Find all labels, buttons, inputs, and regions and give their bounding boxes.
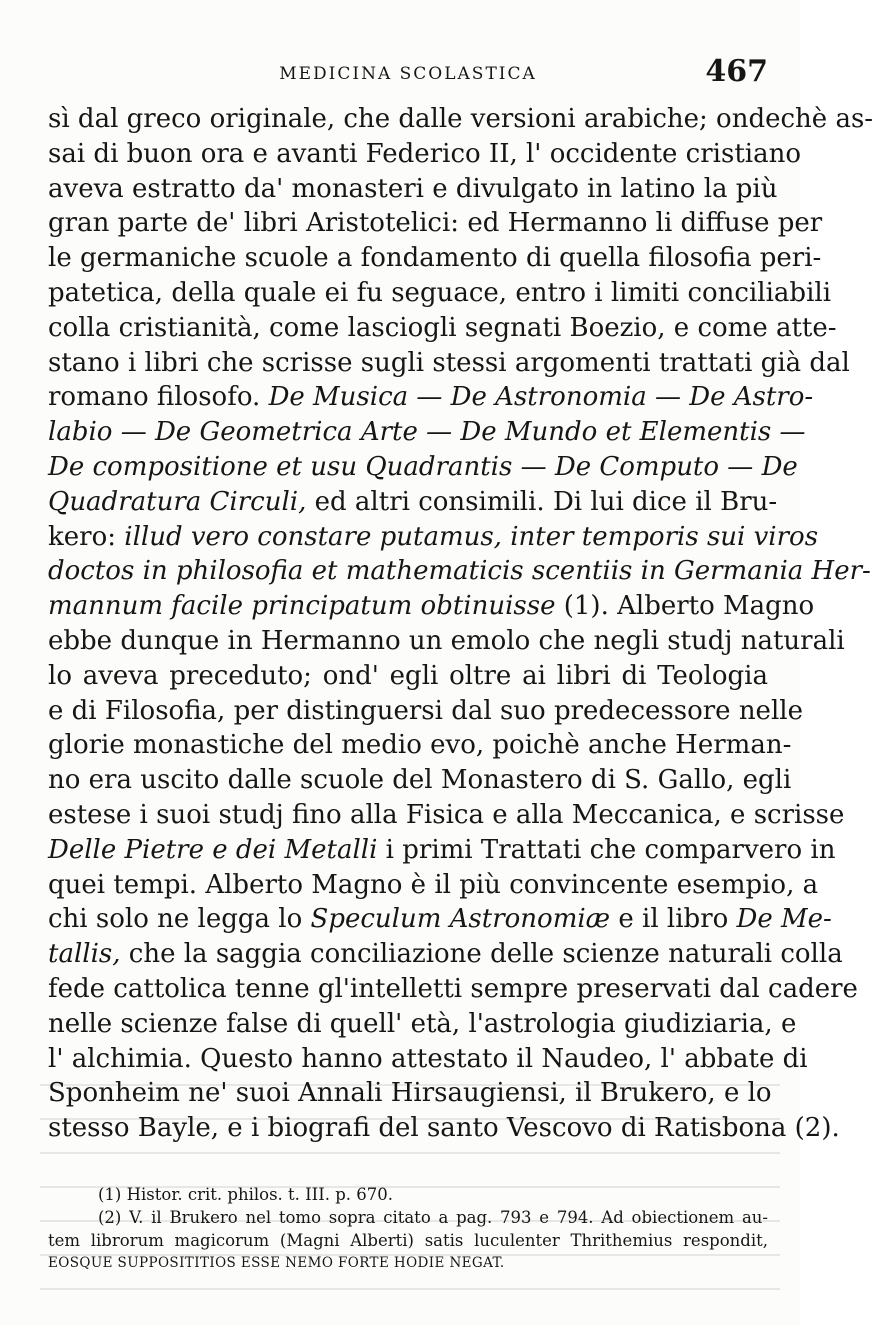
italic-quote: doctos in philosofia et mathematicis scentiis in Germania Her- [48,556,871,587]
text-span: quei tempi. Alberto Magno è il più convincente esempio, a [48,869,819,900]
text-span: no era uscito dalle scuole del Monastero di S. Gallo, egli [48,765,792,796]
italic-title: De compositione et usu Quadrantis — De Computo — De [48,451,798,482]
text-line [48,589,815,624]
text-line [48,902,832,937]
text-line [48,206,823,241]
text-span: chi solo ne legga lo [48,904,311,935]
italic-title: Quadratura Circuli, [48,486,307,517]
italic-title: Speculum Astronomiæ [310,904,611,935]
footnote-2: (2) V. il Brukero nel tomo sopra citato a pag. 793 e 794. Ad obiectionem au- [98,1208,768,1227]
text-span: glorie monastiche del medio evo, poichè anche Herman- [48,730,792,761]
text-span: e di Filosofia, per distinguersi dal suo predecessore nelle [48,695,803,726]
page-number: 467 [705,54,768,89]
text-line [48,1042,808,1077]
footnotes [48,1183,768,1275]
text-span: e il libro [610,904,737,935]
text-span: stano i libri che scrisse sugli stessi argomenti trattati già dal [48,347,850,378]
text-span: nelle scienze false di quell' età, l'astrologia giudiziaria, e [48,1008,797,1039]
italic-title: De Me- [736,904,832,935]
page-header [48,54,768,98]
italic-title: De Musica — De Astronomia — De Astro- [268,382,814,413]
footnote-2-smallcaps: EOSQUE SUPPOSITITIOS ESSE NEMO FORTE HODIE NEGAT. [48,1255,505,1271]
text-span: ebbe dunque in Hermanno un emolo che negli studj naturali [48,625,845,656]
italic-title: tallis, [48,939,121,970]
text-line [48,485,778,520]
text-span: lo aveva preceduto; ond' egli oltre ai libri di Teologia [48,660,768,691]
text-span: i primi Trattati che comparvero in [377,834,836,865]
italic-quote: illud vero constare putamus, inter temporis sui viros [124,521,819,552]
italic-title: labio — De Geometrica Arte — De Mundo et Elementis — [48,417,806,448]
text-line [48,311,837,346]
text-line [48,798,845,833]
text-span: l' alchimia. Questo hanno attestato il Naudeo, l' abbate di [48,1043,808,1074]
text-line [48,276,832,311]
text-line [48,554,871,589]
text-span: stesso Bayle, e i biografi del santo Vescovo di Ratisbona (2). [48,1113,840,1144]
text-span: Sponheim ne' suoi Annali Hirsaugiensi, il Brukero, e lo [48,1078,772,1109]
text-span: aveva estratto da' monasteri e divulgato in latino la più [48,173,778,204]
text-line [48,868,819,903]
text-line [48,450,798,485]
text-span: sai di buon ora e avanti Federico II, l' occidente cristiano [48,138,801,169]
text-span: ed altri consimili. Di lui dice il Bru- [306,486,778,517]
text-line [48,763,792,798]
text-line [48,659,768,694]
text-span: fede cattolica tenne gl'intelletti sempre preservati dal cadere [48,973,858,1004]
text-line [48,102,873,137]
text-line [48,415,806,450]
text-span: (1). Alberto Magno [555,591,815,622]
text-line [48,1007,797,1042]
text-line [48,728,792,763]
text-line [48,241,822,276]
text-line [48,380,814,415]
text-span: gran parte de' libri Aristotelici: ed Hermanno li diffuse per [48,208,823,239]
text-line [48,137,801,172]
text-line [48,172,778,207]
italic-title: Delle Pietre e dei Metalli [48,834,378,865]
text-span: patetica, della quale ei fu seguace, entro i limiti conciliabili [48,277,832,308]
text-span: colla cristianità, come lasciogli segnati Boezio, e come atte- [48,312,837,343]
text-line [48,833,836,868]
footnote-1: (1) Histor. crit. philos. t. III. p. 670. [98,1185,393,1204]
footnote-2-cont: tem librorum magicorum (Magni Alberti) satis luculenter Thrithemius respondit, [48,1231,768,1250]
text-line [48,1076,772,1111]
text-line [48,937,843,972]
text-span: romano filosofo. [48,382,269,413]
text-line [48,694,803,729]
body-text [48,102,873,1146]
text-span: kero: [48,521,125,552]
text-span: le germaniche scuole a fondamento di quella filosofia peri- [48,243,822,274]
text-line [48,972,858,1007]
italic-quote: mannum facile principatum obtinuisse [48,591,556,622]
text-line [48,520,819,555]
text-span: sì dal greco originale, che dalle versioni arabiche; ondechè as- [48,104,873,134]
text-line [48,624,845,659]
text-line [48,1111,840,1146]
text-span: che la saggia conciliazione delle scienze naturali colla [120,939,843,970]
text-span: estese i suoi studj fino alla Fisica e alla Meccanica, e scrisse [48,799,845,830]
running-head: MEDICINA SCOLASTICA [279,64,537,84]
text-line [48,346,850,381]
